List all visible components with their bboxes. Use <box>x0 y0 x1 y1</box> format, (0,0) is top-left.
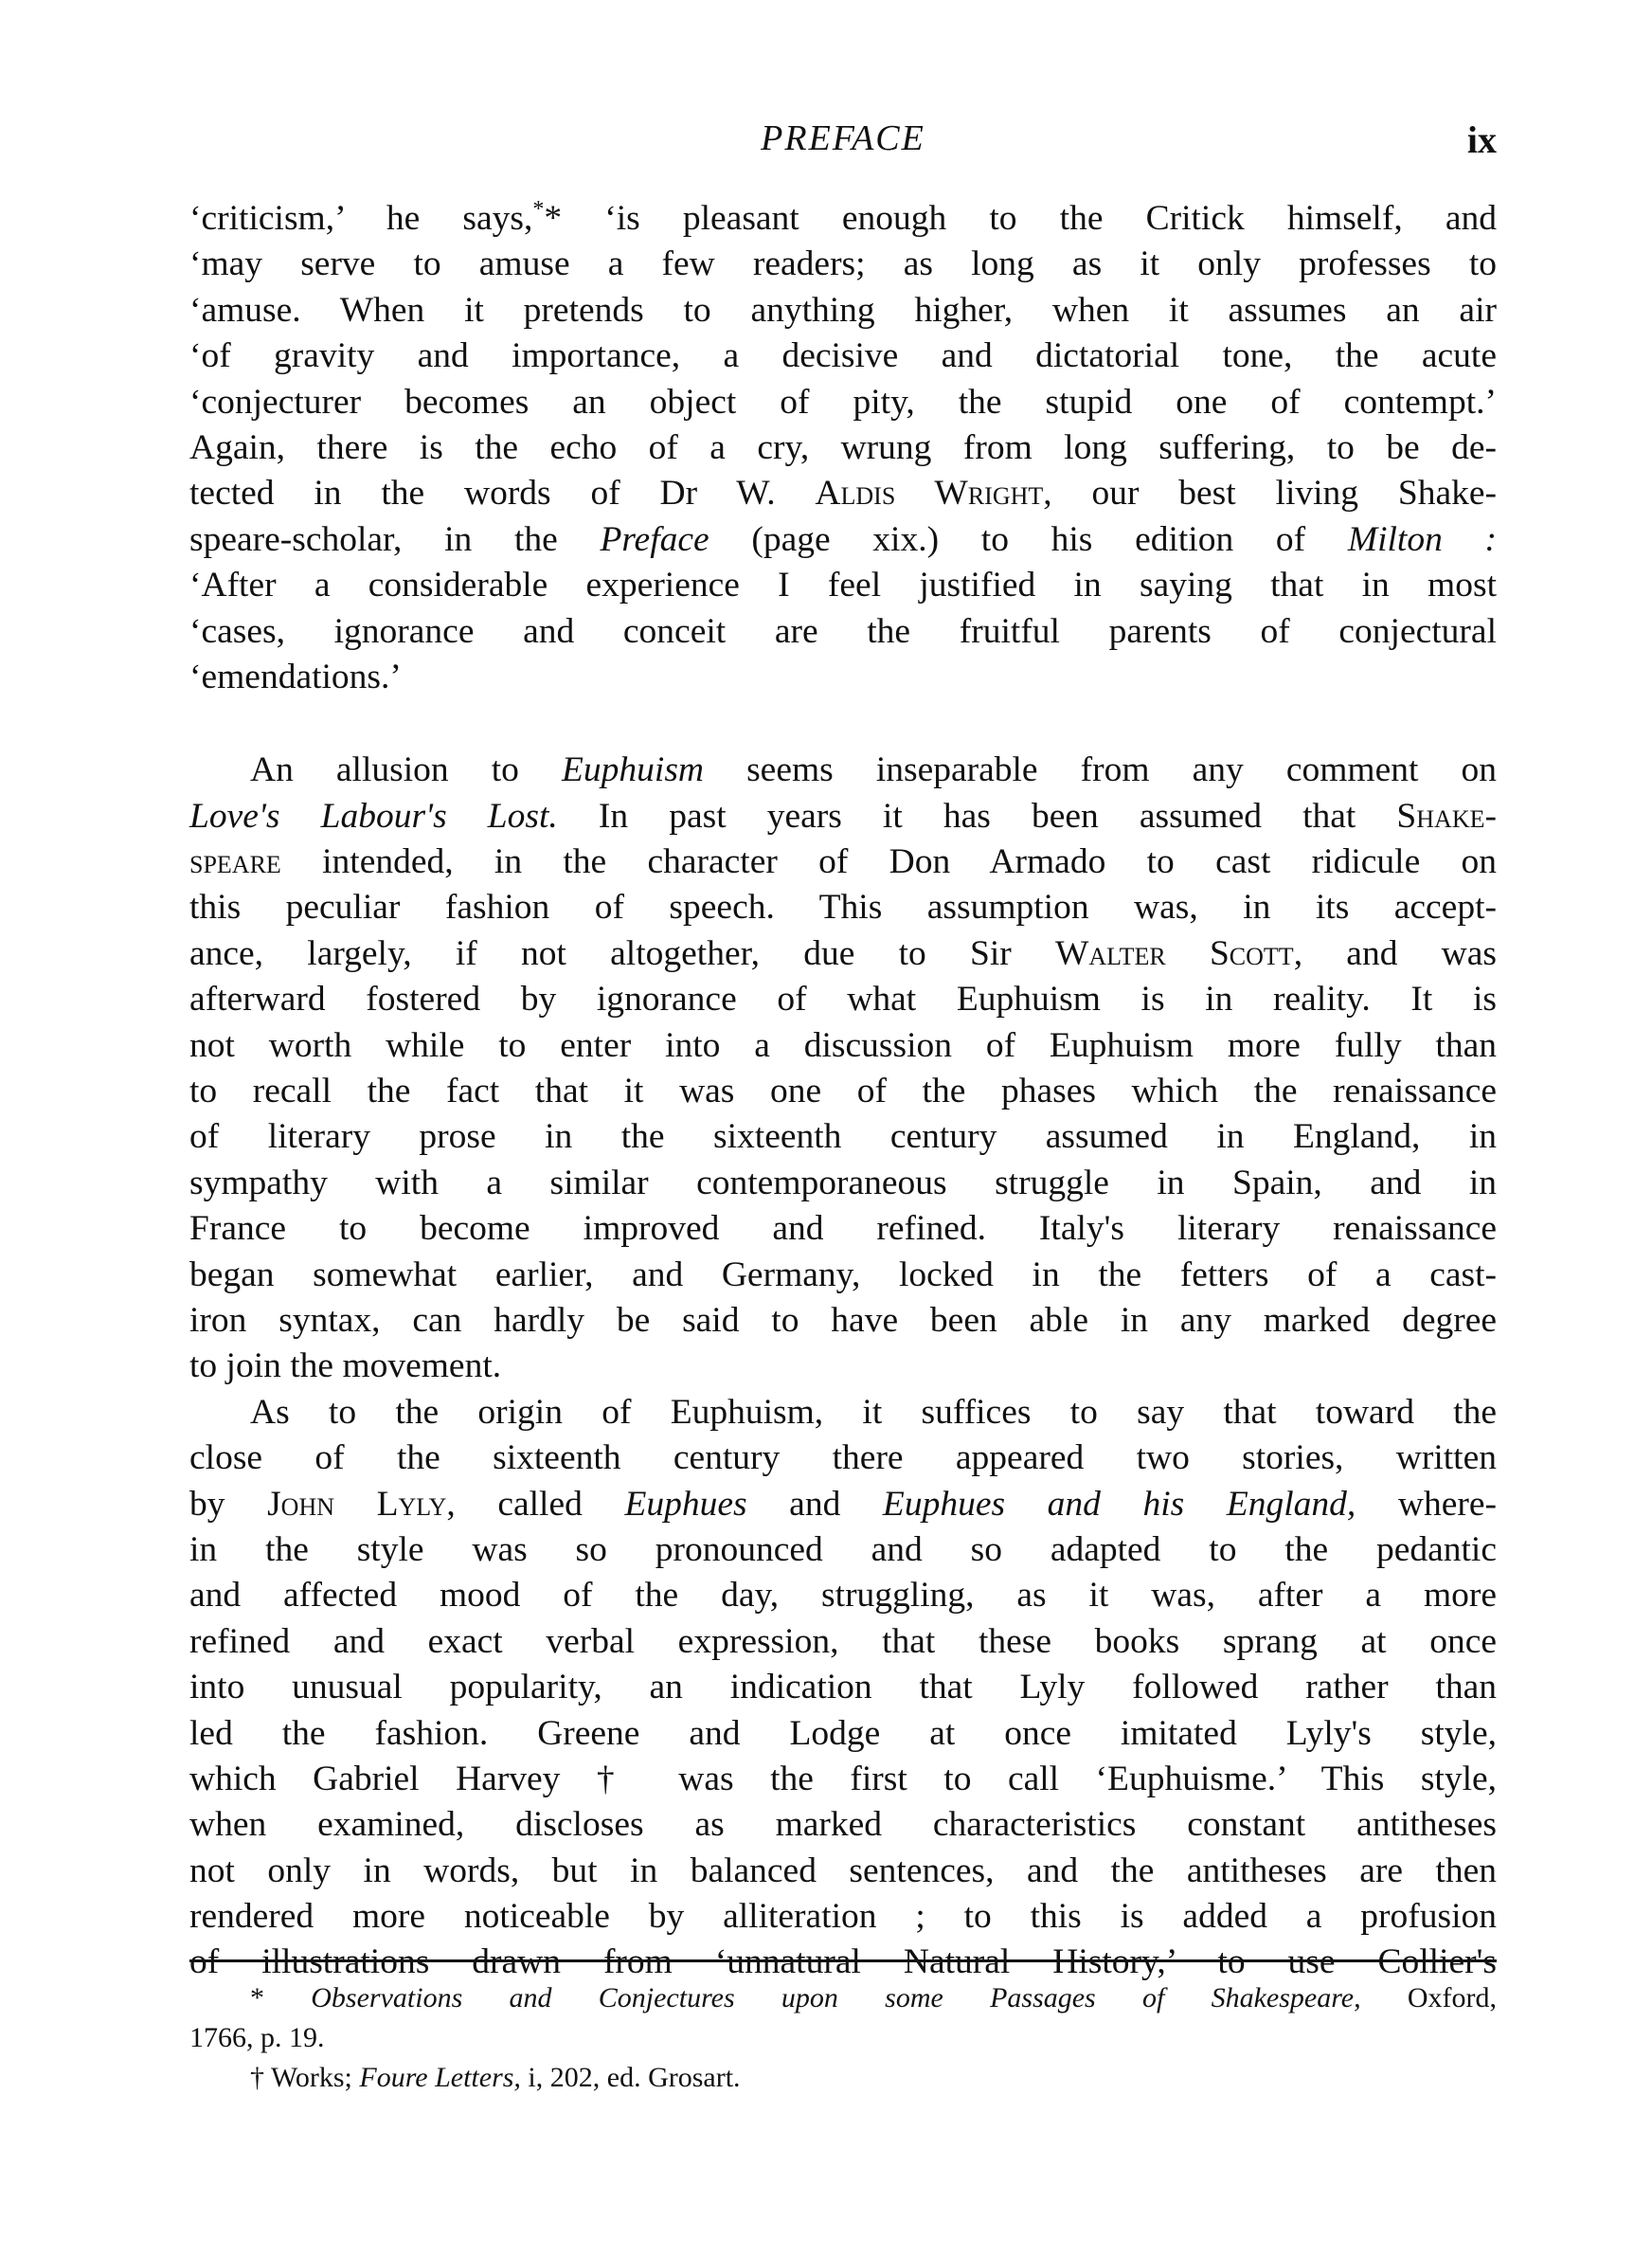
footnote-divider <box>189 1959 1497 1962</box>
text-line: into unusual popularity, an indication that Lyly followed rather than <box>189 1668 1497 1707</box>
text-line: of illustrations drawn from ‘unnatural Natural History,’ to use Collier's <box>189 1942 1497 1982</box>
footnote-asterisk: * Observations and Conjectures upon some Passages of Shakespeare, Oxford, <box>250 1982 1497 2013</box>
text-line: not only in words, but in balanced sentences, and the antitheses are then <box>189 1851 1497 1890</box>
text-line: in the style was so pronounced and so adapted to the pedantic <box>189 1529 1497 1569</box>
footnote-dagger: † Works; Foure Letters, i, 202, ed. Grosart. <box>250 2062 741 2093</box>
page-number: ix <box>1466 118 1497 161</box>
paragraph-criticism-quote <box>189 196 1497 700</box>
running-head <box>189 117 1497 165</box>
footnotes <box>189 1978 1497 2098</box>
footnote-title: Observations and Conjectures upon some Passages of Shakespeare, <box>311 1982 1361 2013</box>
text-line: ‘criticism,’ he says,** ‘is pleasant enough to the Critick himself, and <box>189 197 1497 238</box>
text-line: France to become improved and refined. Italy's literary renaissance <box>189 1209 1497 1249</box>
text-line: ‘amuse. When it pretends to anything higher, when it assumes an air <box>189 290 1497 330</box>
text-line: began somewhat earlier, and Germany, locked in the fetters of a cast- <box>189 1255 1497 1294</box>
author-name-shakespeare: Shake- <box>1396 796 1497 836</box>
footnote-ref-asterisk: * <box>532 197 545 222</box>
footnote-continuation: 1766, p. 19. <box>189 2022 325 2053</box>
footnote-mark: † <box>250 2062 264 2093</box>
text-line: Again, there is the echo of a cry, wrung from long suffering, to be de- <box>189 427 1497 467</box>
text-line: As to the origin of Euphuism, it suffices to say that toward the <box>250 1392 1497 1432</box>
text-line: refined and exact verbal expression, that these books sprang at once <box>189 1621 1497 1661</box>
footnote-title: Foure Letters, <box>359 2062 521 2093</box>
paragraph-gap <box>189 700 1497 748</box>
text-line: ‘After a considerable experience I feel justified in saying that in most <box>189 566 1497 605</box>
text-line: tected in the words of Dr W. Aldis Wright, our best living Shake- <box>189 474 1497 514</box>
text-line: An allusion to Euphuism seems inseparable from any comment on <box>250 750 1497 790</box>
text-line: this peculiar fashion of speech. This assumption was, in its accept- <box>189 888 1497 928</box>
italic-title-preface: Preface <box>600 519 709 559</box>
author-name-scott: Walter Scott <box>1054 933 1294 973</box>
text-line: afterward fostered by ignorance of what Euphuism is in reality. It is <box>189 980 1497 1020</box>
text-line: iron syntax, can hardly be said to have been able in any marked degree <box>189 1300 1497 1340</box>
text-line: ‘cases, ignorance and conceit are the fruitful parents of conjectural <box>189 611 1497 651</box>
italic-title-euphues: Euphues <box>624 1484 747 1524</box>
footnote-ref-dagger: † <box>596 1759 642 1798</box>
text-line: ance, largely, if not altogether, due to Sir Walter Scott, and was <box>189 933 1497 973</box>
text-line: ‘may serve to amuse a few readers; as long as it only professes to <box>189 244 1497 284</box>
italic-title-milton: Milton : <box>1347 519 1497 559</box>
text-line: ‘emendations.’ <box>189 657 402 696</box>
text-line: when examined, discloses as marked characteristics constant antitheses <box>189 1805 1497 1845</box>
text-line: not worth while to enter into a discussion of Euphuism more fully than <box>189 1025 1497 1065</box>
text-line: speare-scholar, in the Preface (page xix.) to his edition of Milton : <box>189 519 1497 559</box>
text-line: sympathy with a similar contemporaneous struggle in Spain, and in <box>189 1163 1497 1202</box>
paragraph-euphuism-origin <box>189 1390 1497 1986</box>
running-head-title: PREFACE <box>761 118 925 158</box>
text-line: Love's Labour's Lost. In past years it has been assumed that Shake- <box>189 796 1497 836</box>
text-line: which Gabriel Harvey † was the first to call ‘Euphuisme.’ This style, <box>189 1759 1498 1798</box>
text-line: led the fashion. Greene and Lodge at once imitated Lyly's style, <box>189 1713 1497 1753</box>
italic-title-euphues-england: Euphues and his England, <box>882 1484 1356 1524</box>
footnote-mark: * <box>250 1982 264 2013</box>
text-line: ‘conjecturer becomes an object of pity, the stupid one of contempt.’ <box>189 382 1497 422</box>
text-line: rendered more noticeable by alliteration ; to this is added a profusion <box>189 1897 1497 1937</box>
text-line: speare intended, in the character of Don Armado to cast ridicule on <box>189 842 1497 882</box>
italic-euphuism: Euphuism <box>562 750 704 790</box>
text-line: and affected mood of the day, struggling, as it was, after a more <box>189 1576 1497 1616</box>
text-line: of literary prose in the sixteenth century assumed in England, in <box>189 1117 1497 1157</box>
text-line: close of the sixteenth century there appeared two stories, written <box>189 1438 1497 1478</box>
paragraph-euphuism-allusion <box>189 748 1497 1389</box>
text-line: to join the movement. <box>189 1346 502 1386</box>
text-line: to recall the fact that it was one of the phases which the renaissance <box>189 1072 1497 1111</box>
author-name-wright: Aldis Wright <box>815 474 1044 514</box>
author-name-lyly: John Lyly <box>267 1484 447 1524</box>
italic-title-loves-labours-lost: Love's Labour's Lost. <box>189 796 558 836</box>
text-line: ‘of gravity and importance, a decisive and dictatorial tone, the acute <box>189 336 1497 376</box>
text-line: by John Lyly, called Euphues and Euphues and his England, where- <box>189 1484 1497 1524</box>
body-text <box>189 196 1497 1986</box>
